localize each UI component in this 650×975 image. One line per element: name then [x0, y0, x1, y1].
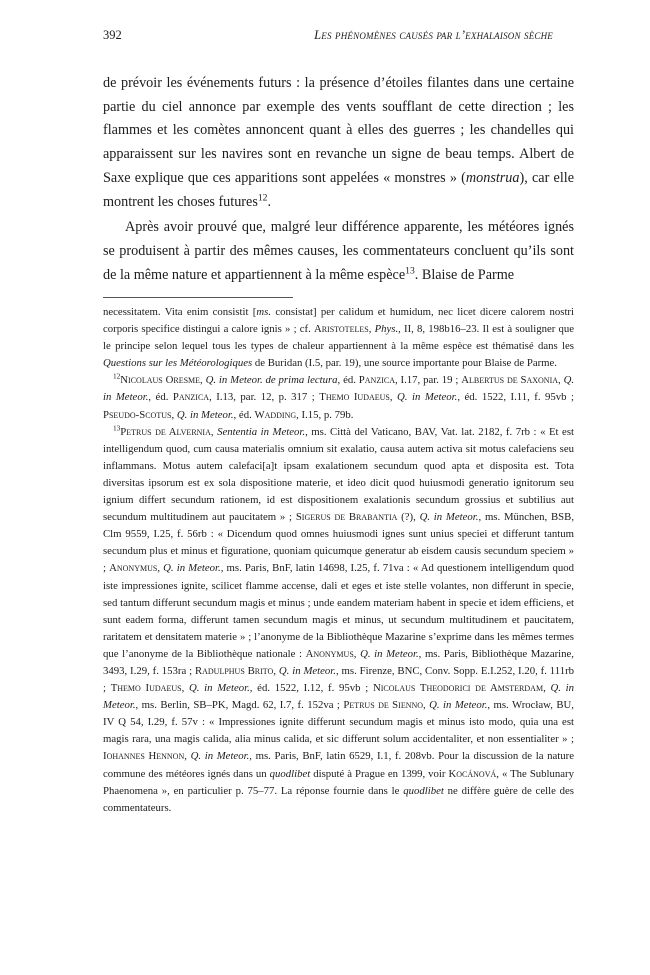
running-head: Les phénomènes causés par l’exhalaison sèche [314, 28, 553, 42]
page-header [103, 25, 575, 47]
footnote-13: $^{13}$Petrus de Alvernia, Sententia in Meteor., ms. Città del Vaticano, BAV, Vat. lat. 2182, f. 7rb : « Et est intelligendum quod, cum causa materialis omnium sit exalatio, causa autem activa sit motus calefaciens seu inflammans. Motus autem calefaci[a]t ipsam exalationem secundum quod apta et disposita est. Tota diversitas ipsorum est ex sola dispositione materie, et ideo dicit quod huiusmodi generatio ignitorum seu ignium differt secundum rationem, id est dispositionem exalationis secundum grossius et subtilius aut secundum multitudinem aut paucitatem » ; Sigerus de Brabantia (?), Q. in Meteor., ms. München, BSB, Clm 9559, I.25, f. 56rb : « Dicendum quod omnes huiusmodi ignes sunt unius speciei et differunt tantum secundum plus et minus et figuratione, quoniam quicumque generatur ab eisdem causis secundum speciem » ; Anonymus, Q. in Meteor., ms. Paris, BnF, latin 14698, I.25, f. 71va : « Ad questionem intelligendum quod iste impressiones ignite, scilicet flamme accense, dali et eges et iste stelle volantes, non differunt in specie, sed tantum differunt secundum magis et minus ; unde eandem materiam habent in specie et idem efficiens, et sunt eadem forma, differunt tamen secundum magis et minus, ut secundum multitudinem et paucitatem, raritatem et densitatem materie » ; l’anonyme de la Bibliothèque Mazarine s’exprime dans les mêmes termes que l’anonyme de la Bibliothèque nationale : Anonymus, Q. in Meteor., ms. Paris, Bibliothèque Mazarine, 3493, I.29, f. 153ra ; Radulphus Brito, Q. in Meteor., ms. Firenze, BNC, Conv. Sopp. E.I.252, I.20, f. 111rb ; Themo Iudaeus, Q. in Meteor., éd. 1522, I.12, f. 95vb ; Nicolaus Theodorici de Amsterdam, Q. in Meteor., ms. Berlin, SB–PK, Magd. 62, I.7, f. 152va ; Petrus de Sienno, Q. in Meteor., ms. Wrocław, BU, IV Q 54, I.29, f. 57v : « Impressiones ignite differunt secundum magis et minus isto modo, quia una est magis rara, una magis calida, alia minus calida, et sic differunt solum accidentaliter, et non essentialiter » ; Iohannes Hennon, Q. in Meteor., ms. Paris, BnF, latin 6529, I.1, f. 208vb. Pour la discussion de la nature commune des météores ignés dans un quodlibet disputé à Prague en 1399, voir Kocánová, « The Sublunary Phaenomena », en particulier p. 75–77. La réponse fournie dans le quodlibet ne diffère guère de celle des commentateurs. [103, 423, 575, 814]
footnote-ref-13[interactable]: 13 [405, 264, 415, 276]
footnote-continuation: necessitatem. Vita enim consistit [ms. consistat] per calidum et humidum, nec licet dicere calorem nostri corporis specifice distingui a calore ignis » ; cf. Aristoteles, Phys., II, 8, 198b16–23. Il est à souligner que le principe selon lequel tous les types de chaleur appartiennent à la même espèce est thématisé dans les Questions sur les Météorologiques de Buridan (I.5, par. 19), une source importante pour Blaise de Parme. [103, 306, 575, 370]
footnotes [103, 304, 574, 817]
paragraph-2: Après avoir prouvé que, malgré leur différence apparente, les météores ignés se produisent à partir des mêmes causes, les commentateurs concluent qu’ils sont de la même nature et appartiennent à la même espèce$^{13}$. Blaise de Parme [103, 219, 574, 283]
page-number: 392 [103, 28, 122, 42]
body-text [103, 72, 574, 287]
footnote-ref-12[interactable]: 12 [257, 191, 268, 203]
footnote-12: $^{12}$Nicolaus Oresme, Q. in Meteor. de prima lectura, éd. Panzica, I.17, par. 19 ; Albertus de Saxonia, Q. in Meteor., éd. Panzica, I.13, par. 12, p. 317 ; Themo Iudaeus, Q. in Meteor., éd. 1522, I.11, f. 95vb ; Pseudo-Scotus, Q. in Meteor., éd. Wadding, I.15, p. 79b. [103, 371, 575, 421]
footnote-number-13: 13 [113, 423, 121, 433]
footnote-number-12: 12 [113, 371, 121, 381]
paragraph-1: de prévoir les événements futurs : la présence d’étoiles filantes dans une certaine partie du ciel annonce par exemple des vents soufflant de cette direction ; les flammes et les comètes annoncent quant à elles des guerres ; les chandelles qui apparaissent sur les navires sont en revanche un signe de beau temps. Albert de Saxe explique que ces apparitions sont appelées « monstres » (monstrua), car elle montrent les choses futures$^{12}$. [103, 75, 575, 210]
footnote-separator [103, 297, 293, 298]
